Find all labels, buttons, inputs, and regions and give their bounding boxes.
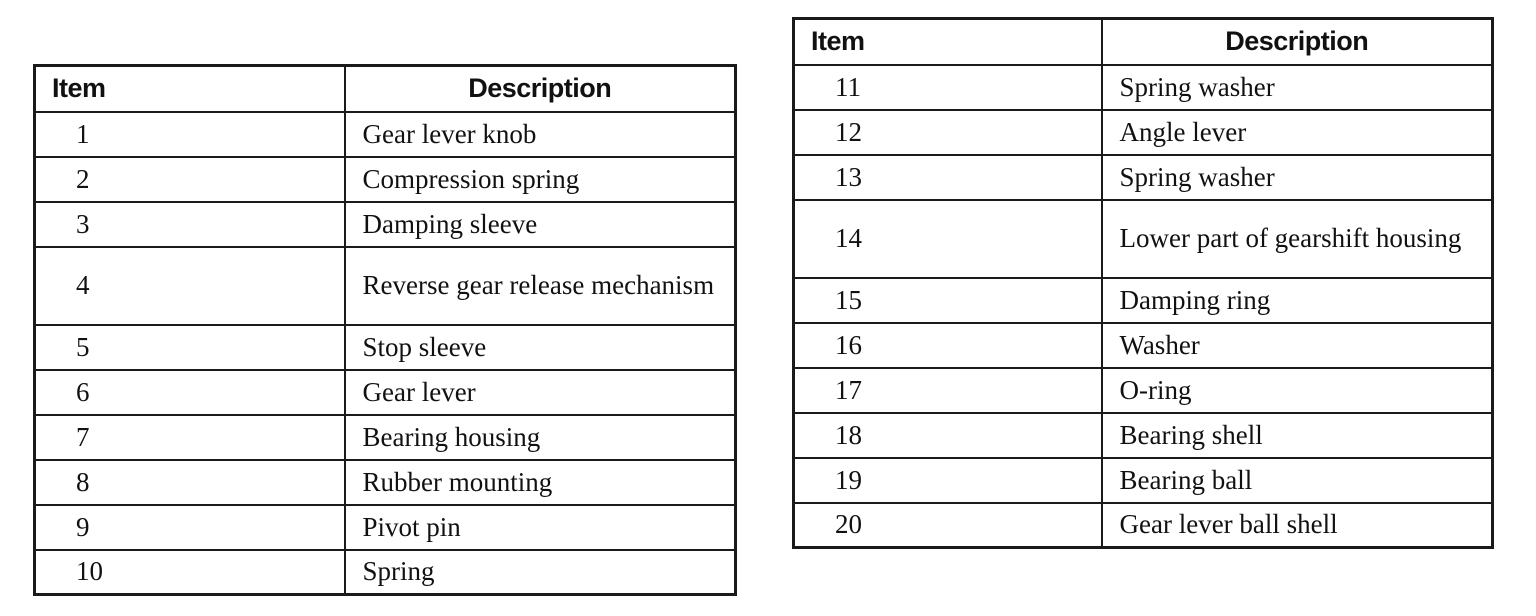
item-description: Damping sleeve bbox=[345, 202, 736, 247]
item-number: 10 bbox=[35, 550, 345, 595]
item-description: Reverse gear release mechanism bbox=[345, 247, 736, 325]
item-description: Rubber mounting bbox=[345, 460, 736, 505]
item-description: Bearing shell bbox=[1102, 413, 1493, 458]
item-description: Compression spring bbox=[345, 157, 736, 202]
table-header-row bbox=[794, 19, 1493, 65]
table-row bbox=[35, 325, 736, 370]
item-number: 2 bbox=[35, 157, 345, 202]
item-description: Bearing housing bbox=[345, 415, 736, 460]
parts-table-left bbox=[33, 64, 737, 596]
parts-table-right bbox=[792, 17, 1494, 549]
item-number: 13 bbox=[794, 155, 1102, 200]
column-header-item: Item bbox=[35, 66, 345, 112]
item-number: 8 bbox=[35, 460, 345, 505]
table-row bbox=[794, 65, 1493, 110]
item-number: 6 bbox=[35, 370, 345, 415]
item-description: Gear lever ball shell bbox=[1102, 503, 1493, 548]
item-number: 9 bbox=[35, 505, 345, 550]
column-header-description: Description bbox=[345, 66, 736, 112]
item-number: 7 bbox=[35, 415, 345, 460]
item-description: Gear lever bbox=[345, 370, 736, 415]
item-number: 1 bbox=[35, 112, 345, 157]
item-description: Bearing ball bbox=[1102, 458, 1493, 503]
table-row bbox=[35, 202, 736, 247]
table-row bbox=[35, 415, 736, 460]
item-description: Spring washer bbox=[1102, 155, 1493, 200]
table-row bbox=[794, 368, 1493, 413]
item-description: Spring washer bbox=[1102, 65, 1493, 110]
table-row bbox=[794, 155, 1493, 200]
table-row bbox=[794, 110, 1493, 155]
item-number: 5 bbox=[35, 325, 345, 370]
item-description: Pivot pin bbox=[345, 505, 736, 550]
table-row bbox=[794, 200, 1493, 278]
item-description: Gear lever knob bbox=[345, 112, 736, 157]
item-description: Stop sleeve bbox=[345, 325, 736, 370]
table-row bbox=[35, 550, 736, 595]
item-number: 11 bbox=[794, 65, 1102, 110]
item-number: 3 bbox=[35, 202, 345, 247]
table-row bbox=[35, 460, 736, 505]
table-header-row bbox=[35, 66, 736, 112]
item-description: Damping ring bbox=[1102, 278, 1493, 323]
item-number: 14 bbox=[794, 200, 1102, 278]
item-number: 20 bbox=[794, 503, 1102, 548]
item-description: Lower part of gearshift housing bbox=[1102, 200, 1493, 278]
table-row bbox=[794, 323, 1493, 368]
item-number: 15 bbox=[794, 278, 1102, 323]
table-row bbox=[35, 112, 736, 157]
column-header-description: Description bbox=[1102, 19, 1493, 65]
item-number: 19 bbox=[794, 458, 1102, 503]
item-number: 17 bbox=[794, 368, 1102, 413]
column-header-item: Item bbox=[794, 19, 1102, 65]
table-row bbox=[794, 413, 1493, 458]
item-description: Washer bbox=[1102, 323, 1493, 368]
item-number: 16 bbox=[794, 323, 1102, 368]
table-row bbox=[794, 458, 1493, 503]
table-row bbox=[35, 505, 736, 550]
table-row bbox=[794, 503, 1493, 548]
item-description: Angle lever bbox=[1102, 110, 1493, 155]
item-number: 4 bbox=[35, 247, 345, 325]
table-row bbox=[794, 278, 1493, 323]
item-number: 12 bbox=[794, 110, 1102, 155]
item-description: O-ring bbox=[1102, 368, 1493, 413]
table-row bbox=[35, 157, 736, 202]
table-row bbox=[35, 247, 736, 325]
item-description: Spring bbox=[345, 550, 736, 595]
table-row bbox=[35, 370, 736, 415]
item-number: 18 bbox=[794, 413, 1102, 458]
